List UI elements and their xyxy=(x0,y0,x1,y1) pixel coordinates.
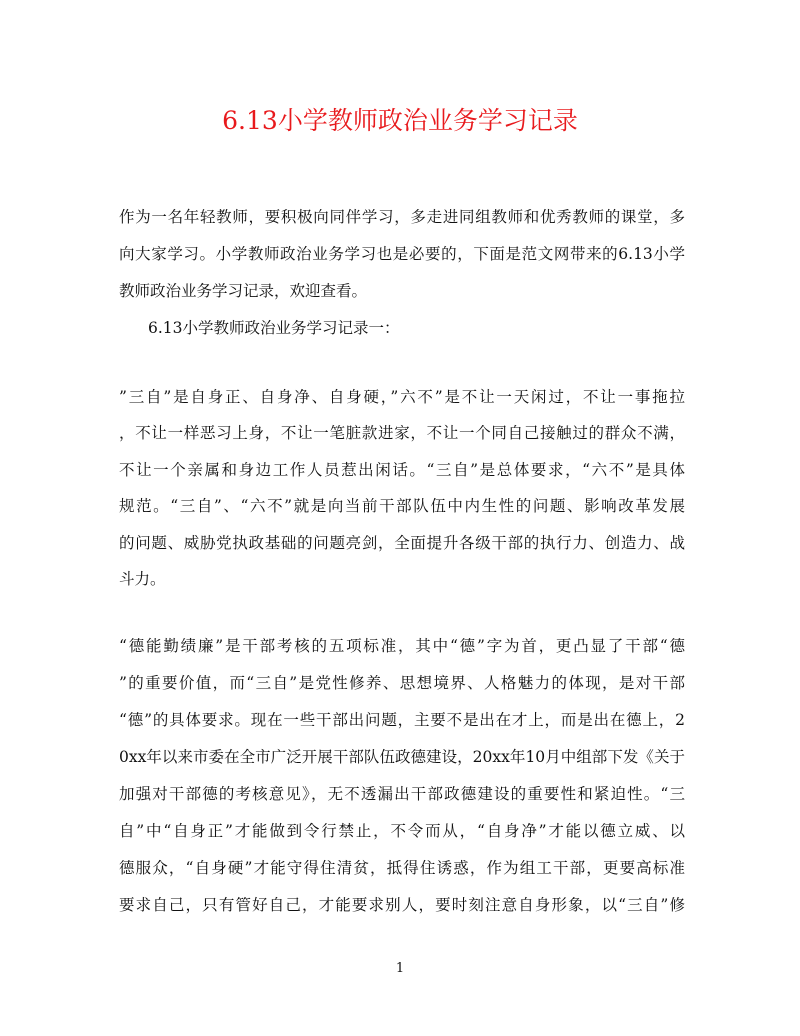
intro-line-1: 作为一名年轻教师，要积极向同伴学习，多走进同组教师和优秀教师的课堂，多 xyxy=(119,208,685,226)
section-heading: 6.13小学教师政治业务学习记录一： xyxy=(148,319,400,337)
paragraph1-line-2: ，不让一样恶习上身，不让一笔脏款进家，不让一个同自己接触过的群众不满， xyxy=(119,424,685,442)
paragraph2-line-3: “德”的具体要求。现在一些干部出问题，主要不是出在才上，而是出在德上，2 xyxy=(119,711,685,729)
document-title: 6.13小学教师政治业务学习记录 xyxy=(222,106,578,135)
paragraph2-line-6: 自”中“自身正”才能做到令行禁止，不令而从，“自身净”才能以德立威、以 xyxy=(119,822,685,840)
paragraph1-line-1: ”三自”是自身正、自身净、自身硬，”六不”是不让一天闲过，不让一事拖拉 xyxy=(119,388,685,406)
paragraph1-line-4: 规范。“三自”、“六不”就是向当前干部队伍中内生性的问题、影响改革发展 xyxy=(119,497,685,515)
paragraph1-line-3: 不让一个亲属和身边工作人员惹出闲话。“三自”是总体要求，“六不”是具体 xyxy=(119,461,685,479)
paragraph2-line-7: 德服众，“自身硬”才能守得住清贫，抵得住诱惑，作为组工干部，更要高标准 xyxy=(119,859,685,877)
intro-line-3: 教师政治业务学习记录，欢迎查看。 xyxy=(119,282,368,300)
paragraph1-line-6: 斗力。 xyxy=(119,570,166,588)
page-number: 1 xyxy=(395,961,405,976)
paragraph2-line-4: 0xx年以来市委在全市广泛开展干部队伍政德建设，20xx年10月中组部下发《关于 xyxy=(119,748,685,766)
paragraph2-line-1: “德能勤绩廉”是干部考核的五项标准，其中“德”字为首，更凸显了干部“德 xyxy=(119,637,685,655)
paragraph1-line-5: 的问题、威胁党执政基础的问题亮剑，全面提升各级干部的执行力、创造力、战 xyxy=(119,534,685,552)
paragraph2-line-2: ”的重要价值，而“三自”是党性修养、思想境界、人格魅力的体现，是对干部 xyxy=(119,674,685,692)
paragraph2-line-8: 要求自己，只有管好自己，才能要求别人，要时刻注意自身形象，以“三自”修 xyxy=(119,896,685,914)
intro-line-2: 向大家学习。小学教师政治业务学习也是必要的，下面是范文网带来的6.13小学 xyxy=(119,245,685,263)
paragraph2-line-5: 加强对干部德的考核意见》，无不透漏出干部政德建设的重要性和紧迫性。“三 xyxy=(119,785,685,803)
